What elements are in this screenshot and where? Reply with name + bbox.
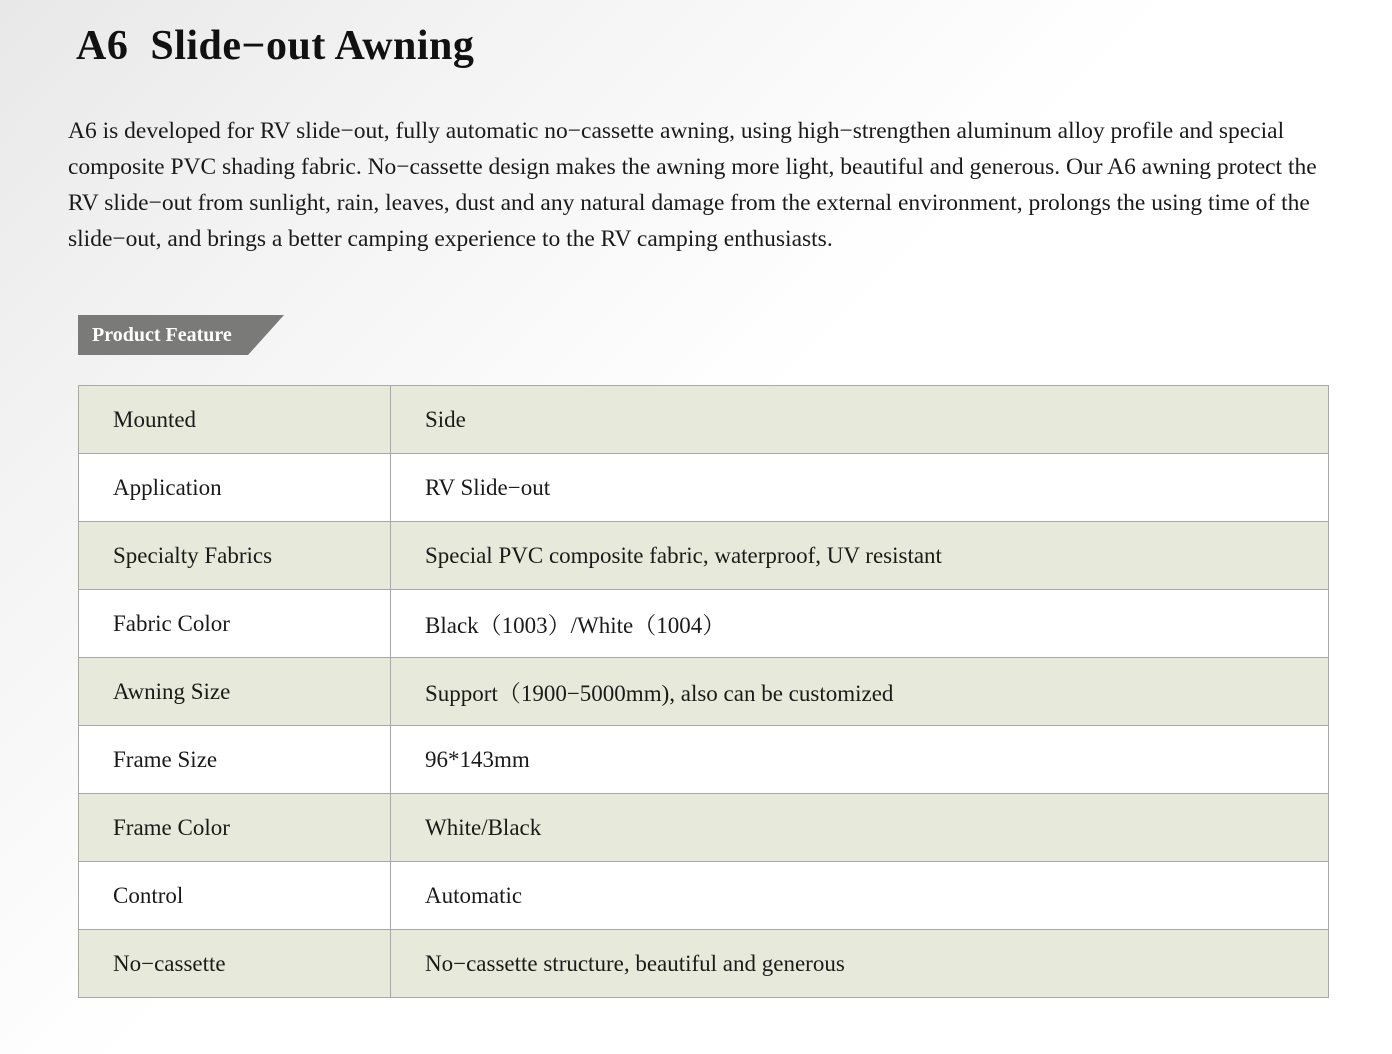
tag-arrow-shape xyxy=(248,315,284,355)
spec-value-cell: RV Slide−out xyxy=(391,454,1329,522)
spec-label-cell: Specialty Fabrics xyxy=(79,522,391,590)
spec-value-cell: Black（1003）/White（1004） xyxy=(391,590,1329,658)
table-row xyxy=(79,930,1329,998)
table-row xyxy=(79,794,1329,862)
table-row xyxy=(79,522,1329,590)
table-body xyxy=(79,386,1329,998)
spec-value-cell: Automatic xyxy=(391,862,1329,930)
table-row xyxy=(79,590,1329,658)
spec-label-cell: Awning Size xyxy=(79,658,391,726)
spec-value-cell: No−cassette structure, beautiful and generous xyxy=(391,930,1329,998)
spec-value-cell: Special PVC composite fabric, waterproof, UV resistant xyxy=(391,522,1329,590)
spec-label-cell: Mounted xyxy=(79,386,391,454)
table-row xyxy=(79,658,1329,726)
intro-paragraph: A6 is developed for RV slide−out, fully automatic no−cassette awning, using high−strengthen aluminum alloy profile and special composite PVC shading fabric. No−cassette design makes the awning more light, beautiful and generous. Our A6 awning protect the RV slide−out from sunlight, rain, leaves, dust and any natural damage from the external environment, prolongs the using time of the slide−out, and brings a better camping experience to the RV camping enthusiasts. xyxy=(68,118,1317,252)
spec-label-cell: No−cassette xyxy=(79,930,391,998)
table-row xyxy=(79,386,1329,454)
table-row xyxy=(79,454,1329,522)
table-row xyxy=(79,862,1329,930)
spec-value-cell: 96*143mm xyxy=(391,726,1329,794)
table-row xyxy=(79,726,1329,794)
spec-label-cell: Application xyxy=(79,454,391,522)
spec-value-cell: White/Black xyxy=(391,794,1329,862)
page-title: A6 Slide−out Awning xyxy=(76,23,475,69)
product-feature-table xyxy=(78,385,1329,998)
product-feature-label: Product Feature xyxy=(78,315,248,355)
spec-value-cell: Side xyxy=(391,386,1329,454)
spec-label-cell: Control xyxy=(79,862,391,930)
spec-value-cell: Support（1900−5000mm), also can be customized xyxy=(391,658,1329,726)
spec-label-cell: Fabric Color xyxy=(79,590,391,658)
product-feature-tag xyxy=(78,315,284,355)
spec-label-cell: Frame Color xyxy=(79,794,391,862)
spec-label-cell: Frame Size xyxy=(79,726,391,794)
